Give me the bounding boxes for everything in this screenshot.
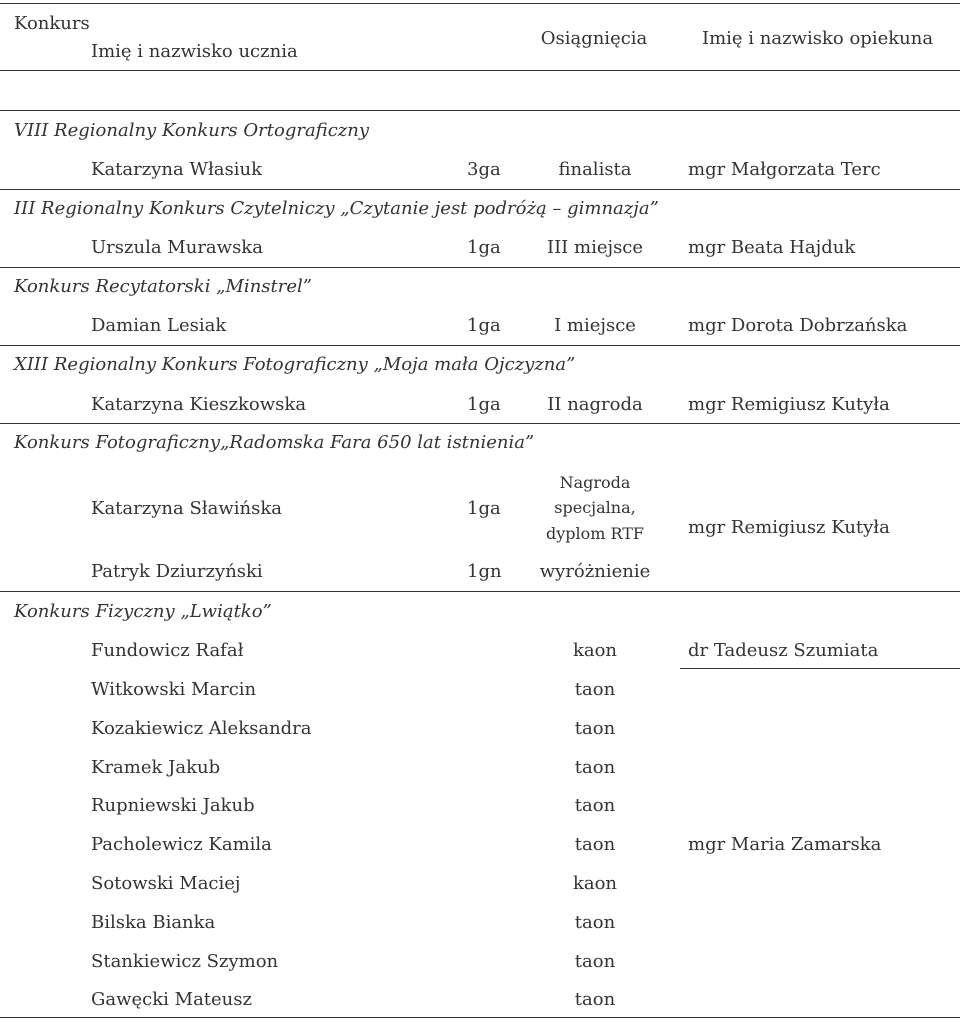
achievement: taon bbox=[574, 757, 616, 778]
supervisor-name: mgr Dorota Dobrzańska bbox=[688, 315, 908, 336]
supervisor-name: mgr Beata Hajduk bbox=[688, 237, 856, 258]
supervisor-name: mgr Maria Zamarska bbox=[688, 834, 882, 855]
achievement-line: Nagroda bbox=[559, 473, 631, 492]
student-class: 1ga bbox=[467, 315, 501, 336]
rule-section-4-top bbox=[0, 345, 960, 346]
student-name: Bilska Bianka bbox=[91, 912, 216, 933]
student-name: Witkowski Marcin bbox=[91, 679, 257, 700]
supervisor-name: dr Tadeusz Szumiata bbox=[688, 640, 879, 661]
achievement-line: specjalna, bbox=[554, 498, 636, 517]
section-title: Konkurs Recytatorski „Minstrel” bbox=[14, 276, 312, 297]
achievement: taon bbox=[574, 679, 616, 700]
header-supervisor: Imię i nazwisko opiekuna bbox=[702, 28, 934, 49]
section-title: Konkurs Fotograficzny„Radomska Fara 650 lat istnienia” bbox=[14, 432, 535, 453]
achievement: taon bbox=[574, 834, 616, 855]
section-title: Konkurs Fizyczny „Lwiątko” bbox=[14, 601, 272, 622]
achievement: I miejsce bbox=[554, 315, 636, 336]
student-name: Stankiewicz Szymon bbox=[91, 951, 279, 972]
achievement: taon bbox=[574, 718, 616, 739]
achievement: taon bbox=[574, 795, 616, 816]
student-name: Kozakiewicz Aleksandra bbox=[91, 718, 312, 739]
achievement: kaon bbox=[572, 873, 618, 894]
supervisor-name: mgr Remigiusz Kutyła bbox=[688, 517, 890, 538]
rule-bottom bbox=[0, 1017, 960, 1018]
student-name: Pacholewicz Kamila bbox=[91, 834, 272, 855]
student-name: Patryk Dziurzyński bbox=[91, 561, 263, 582]
section-title: III Regionalny Konkurs Czytelniczy „Czytanie jest podróżą – gimnazja” bbox=[14, 198, 659, 219]
rule-header-bottom bbox=[0, 70, 960, 71]
achievement: taon bbox=[574, 951, 616, 972]
achievement: finalista bbox=[558, 159, 632, 180]
achievement: taon bbox=[574, 989, 616, 1010]
student-class: 3ga bbox=[467, 159, 501, 180]
header-student: Imię i nazwisko ucznia bbox=[91, 41, 298, 62]
header-achievements: Osiągnięcia bbox=[540, 28, 648, 49]
achievement: II nagroda bbox=[547, 394, 643, 415]
achievement: taon bbox=[574, 912, 616, 933]
rule-section-1-top bbox=[0, 110, 960, 111]
student-name: Katarzyna Własiuk bbox=[91, 159, 263, 180]
student-class: 1ga bbox=[467, 394, 501, 415]
header-competition: Konkurs bbox=[14, 13, 90, 34]
student-name: Rupniewski Jakub bbox=[91, 795, 255, 816]
rule-section-2-top bbox=[0, 189, 960, 190]
student-name: Damian Lesiak bbox=[91, 315, 227, 336]
student-name: Urszula Murawska bbox=[91, 237, 263, 258]
student-name: Kramek Jakub bbox=[91, 757, 221, 778]
rule-section-3-top bbox=[0, 267, 960, 268]
rule-section-6-top bbox=[0, 591, 960, 592]
achievement-line: dyplom RTF bbox=[545, 524, 645, 543]
rule-supervisor-divider bbox=[680, 668, 960, 669]
student-name: Sotowski Maciej bbox=[91, 873, 241, 894]
achievement: kaon bbox=[572, 640, 618, 661]
supervisor-name: mgr Małgorzata Terc bbox=[688, 159, 881, 180]
student-name: Fundowicz Rafał bbox=[91, 640, 244, 661]
student-name: Gawęcki Mateusz bbox=[91, 989, 252, 1010]
student-name: Katarzyna Sławińska bbox=[91, 498, 282, 519]
rule-section-5-top bbox=[0, 423, 960, 424]
rule-top bbox=[0, 3, 960, 4]
section-title: XIII Regionalny Konkurs Fotograficzny „Moja mała Ojczyzna” bbox=[14, 354, 576, 375]
achievement: III miejsce bbox=[546, 237, 644, 258]
supervisor-name: mgr Remigiusz Kutyła bbox=[688, 394, 890, 415]
student-class: 1ga bbox=[467, 237, 501, 258]
student-class: 1gn bbox=[467, 561, 502, 582]
student-name: Katarzyna Kieszkowska bbox=[91, 394, 307, 415]
section-title: VIII Regionalny Konkurs Ortograficzny bbox=[14, 120, 370, 141]
student-class: 1ga bbox=[467, 498, 501, 519]
achievement: wyróżnienie bbox=[539, 561, 651, 582]
